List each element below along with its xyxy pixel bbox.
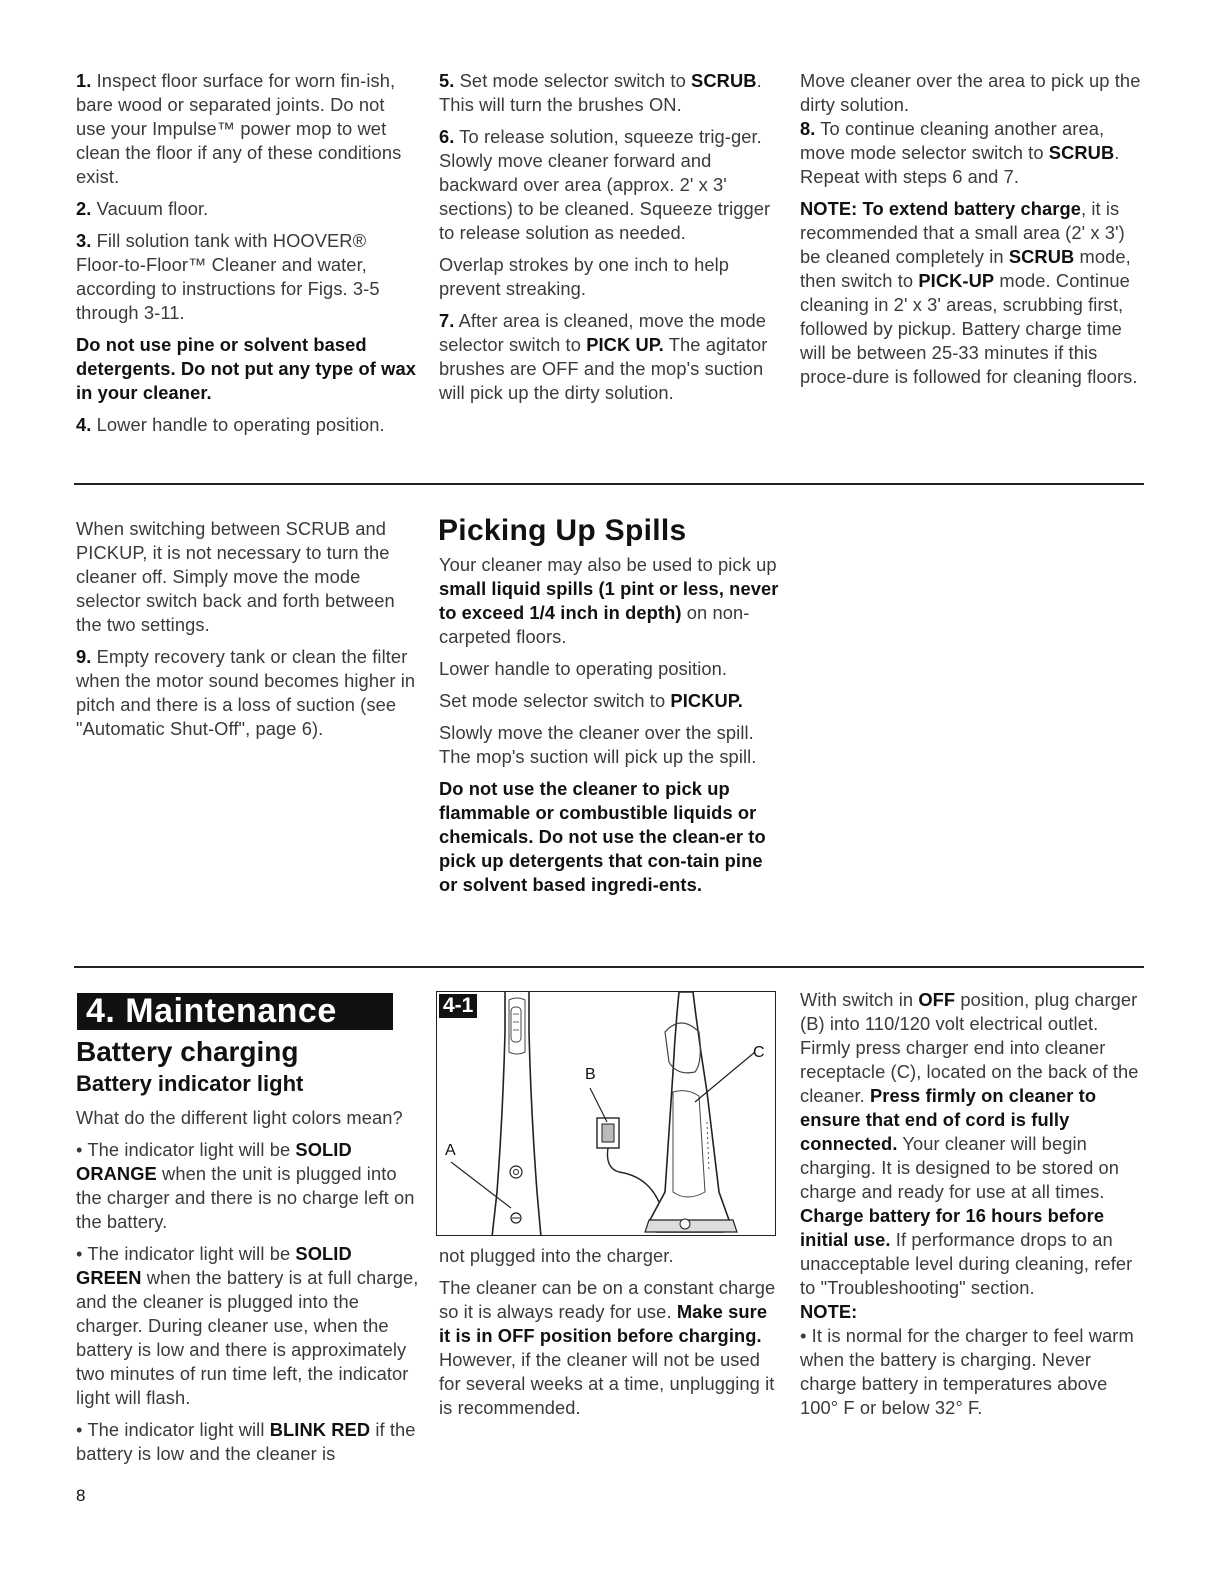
mode-scrub: SCRUB	[691, 70, 757, 91]
plug-charger-step	[800, 988, 1150, 1036]
text: Your cleaner may also be used to pick up	[439, 554, 777, 575]
step-8	[800, 117, 1150, 189]
step-text: After area is cleaned, move the mode selector switch to	[439, 310, 767, 355]
switch-off: OFF	[918, 989, 956, 1010]
press-firmly-warning: Press firmly on cleaner to ensure that end of cord is fully connected.	[800, 1085, 1097, 1154]
step-number: 1.	[76, 70, 92, 91]
text: position, plug charger (B) into 110/120 volt electrical outlet.	[800, 989, 1138, 1034]
text: With switch in	[800, 989, 919, 1010]
top-column-1	[76, 69, 416, 445]
page-number: 8	[76, 1486, 86, 1505]
color-solid-green: SOLID GREEN	[76, 1243, 352, 1288]
text: • The indicator light will be	[76, 1139, 296, 1160]
callout-letter-b: B	[585, 1066, 596, 1083]
text: If performance drops to an unacceptable level during cleaning, refer to "Troubleshooting" section.	[800, 1229, 1133, 1298]
step-text: Inspect floor surface for worn fin-ish, bare wood or separated joints. Do not use your Impulse™ power mop to wet clean the floor if any of these conditions exist.	[76, 70, 402, 187]
step-number: 5.	[439, 70, 455, 91]
step-number: 9.	[76, 646, 92, 667]
initial-charge-text	[800, 1204, 1150, 1300]
battery-note	[800, 197, 1150, 389]
charger-illustration	[437, 992, 776, 1236]
figure-4-1	[436, 991, 776, 1236]
flammable-warning: Do not use the cleaner to pick up flammable or combustible liquids or chemicals. Do not use the clean-er to pick up detergents that con-tain pine or solvent based ingredi-ents.	[439, 778, 766, 895]
section-divider-top	[74, 483, 1144, 485]
press-charger-step	[800, 1036, 1150, 1204]
switching-note: When switching between SCRUB and PICKUP, it is not necessary to turn the cleaner off. Simply move the mode selector switch back and forth between the two settings.	[76, 518, 395, 635]
step-4	[76, 413, 416, 437]
mode-scrub: SCRUB	[1048, 142, 1115, 163]
text: Set mode selector switch to	[439, 690, 671, 711]
step-7-continued: Move cleaner over the area to pick up the dirty solution.	[800, 70, 1141, 115]
middle-column-2	[439, 553, 784, 905]
step-9	[76, 645, 421, 741]
constant-charge-text	[439, 1276, 779, 1420]
callout-letter-a: A	[445, 1142, 456, 1159]
text: .	[737, 690, 743, 711]
mode-pickup: PICK-UP	[918, 270, 995, 291]
step-number: 8.	[800, 118, 816, 139]
step-2	[76, 197, 416, 221]
spill-limit: small liquid spills (1 pint or less, never to exceed 1/4 inch in depth)	[439, 578, 779, 623]
middle-column-1	[76, 517, 421, 749]
spills-step-lower-handle: Lower handle to operating position.	[439, 658, 728, 679]
text: However, if the cleaner will not be used for several weeks at a time, unplugging it is recommended.	[439, 1349, 775, 1418]
step-text: The agitator brushes are OFF and the mop's suction will pick up the dirty solution.	[439, 334, 768, 403]
bottom-column-3	[800, 988, 1150, 1420]
text: Firmly press charger end into cleaner receptacle (C), located on the back of the cleaner.	[800, 1037, 1139, 1106]
bottom-column-1	[76, 1106, 421, 1466]
step-text: Set mode selector switch to	[454, 70, 692, 91]
step-text: Lower handle to operating position.	[91, 414, 385, 435]
note-text: , it is recommended that a small area (2' x 3') be cleaned completely in	[800, 198, 1125, 267]
step-number: 3.	[76, 230, 92, 251]
step-5	[439, 69, 779, 117]
spills-step-set-mode	[439, 689, 784, 713]
text: • The indicator light will be	[76, 1243, 296, 1264]
overlap-tip: Overlap strokes by one inch to help prevent streaking.	[439, 254, 730, 299]
off-position-warning: Make sure it is in OFF position before charging.	[439, 1301, 768, 1346]
step-text: To continue cleaning another area, move mode selector switch to	[800, 118, 1105, 163]
step-number: 6.	[439, 126, 455, 147]
battery-charging-heading: Battery charging	[76, 1036, 299, 1067]
section-divider-bottom	[74, 966, 1144, 968]
step-text: Fill solution tank with HOOVER® Floor-to-Floor™ Cleaner and water, according to instructions for Figs. 3-5 through 3-11.	[76, 230, 380, 323]
text: The cleaner can be on a constant charge so it is always ready for use.	[439, 1277, 776, 1322]
step-text: Vacuum floor.	[91, 198, 209, 219]
note-text: mode, then switch to	[800, 246, 1131, 291]
charge-16-hours: Charge battery for 16 hours before initial use.	[800, 1205, 1105, 1250]
detergent-warning: Do not use pine or solvent based detergents. Do not put any type of wax in your cleaner.	[76, 334, 417, 403]
step-3	[76, 229, 416, 325]
figure-label: 4-1	[439, 994, 477, 1018]
blink-red-continued: not plugged into the charger.	[439, 1245, 674, 1266]
maintenance-banner: 4. Maintenance	[77, 993, 393, 1030]
battery-indicator-heading: Battery indicator light	[76, 1071, 304, 1096]
bullet-solid-orange	[76, 1138, 421, 1234]
mode-pickup: PICK UP.	[586, 334, 664, 355]
step-number: 2.	[76, 198, 92, 219]
note-text: mode. Continue cleaning in 2' x 3' areas, scrubbing first, followed by pickup. Battery charge time will be between 25-33 minutes if this proce-dure is followed for cleaning floors.	[800, 270, 1138, 387]
spills-intro	[439, 553, 784, 649]
step-number: 4.	[76, 414, 92, 435]
mode-scrub: SCRUB	[1008, 246, 1075, 267]
note-heading: NOTE:	[800, 1301, 858, 1322]
top-column-3	[800, 69, 1150, 397]
step-7	[439, 309, 779, 405]
step-6	[439, 125, 779, 245]
step-1	[76, 69, 416, 189]
text: if the battery is low and the cleaner is	[76, 1419, 416, 1464]
step-text: . This will turn the brushes ON.	[439, 70, 762, 115]
text: when the battery is at full charge, and the cleaner is plugged into the charger. During cleaner use, when the battery is low and there is approximately two minutes of run time left, the indicator light will flash.	[76, 1267, 419, 1408]
bullet-solid-green	[76, 1242, 421, 1410]
mode-pickup: PICKUP	[670, 690, 738, 711]
top-column-2	[439, 69, 779, 413]
step-text: . Repeat with steps 6 and 7.	[800, 142, 1120, 187]
color-solid-orange: SOLID ORANGE	[76, 1139, 352, 1184]
spills-step-move: Slowly move the cleaner over the spill. The mop's suction will pick up the spill.	[439, 722, 757, 767]
color-blink-red: BLINK RED	[269, 1419, 371, 1440]
bullet-blink-red	[76, 1418, 421, 1466]
bottom-column-2	[439, 1244, 779, 1428]
picking-up-spills-heading: Picking Up Spills	[438, 514, 687, 547]
step-number: 7.	[439, 310, 455, 331]
charger-warm-note: • It is normal for the charger to feel warm when the battery is charging. Never charge battery in temperatures above 100° F or below 32° F.	[800, 1325, 1134, 1418]
step-text: Empty recovery tank or clean the filter when the motor sound becomes higher in pitch and there is a loss of suction (see "Automatic Shut-Off", page 6).	[76, 646, 416, 739]
text: when the unit is plugged into the charger and there is no charge left on the battery.	[76, 1163, 415, 1232]
text: Your cleaner will begin charging. It is designed to be stored on charge and ready for use at all times.	[800, 1133, 1120, 1202]
note-heading: NOTE: To extend battery charge	[800, 198, 1081, 219]
text: • The indicator light will	[76, 1419, 270, 1440]
light-colors-question: What do the different light colors mean?	[76, 1107, 403, 1128]
text: on non-carpeted floors.	[439, 602, 750, 647]
callout-letter-c: C	[753, 1044, 765, 1061]
step-text: To release solution, squeeze trig-ger. Slowly move cleaner forward and backward over area (approx. 2' x 3' sections) to be cleaned. Squeeze trigger to release solution as needed.	[439, 126, 771, 243]
